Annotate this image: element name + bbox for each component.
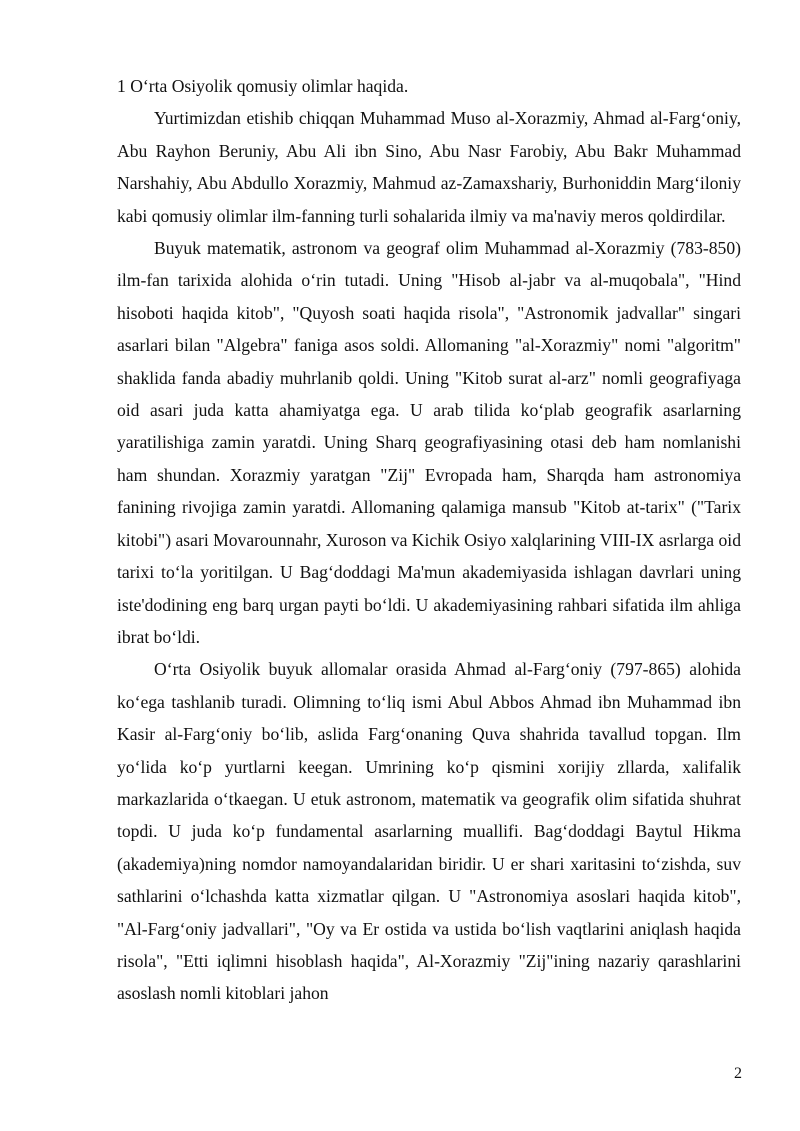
document-page xyxy=(117,70,741,1010)
paragraph-scholars-list: Yurtimizdan etishib chiqqan Muhammad Muso al-Xorazmiy, Ahmad al-Farg‘oniy, Abu Rayhon Beruniy, Abu Ali ibn Sino, Abu Nasr Farobiy, Abu Bakr Muhammad Narshahiy, Abu Abdullo Xorazmiy, Mahmud az-Zamaxshariy, Burhoniddin Marg‘iloniy kabi qomusiy olimlar ilm-fanning turli sohalarida ilmiy va ma'naviy meros qoldirdilar. xyxy=(117,108,741,226)
page-number: 2 xyxy=(734,1065,742,1082)
paragraph-al-xorazmiy: Buyuk matematik, astronom va geograf olim Muhammad al-Xorazmiy (783-850) ilm-fan tarixida alohida o‘rin tutadi. Uning "Hisob al-jabr va al-muqobala", "Hind hisoboti haqida kitob", "Quyosh soati haqida risola", "Astronomik jadvallar" singari asarlari bilan "Algebra" faniga asos soldi. Allomaning "al-Xorazmiy" nomi "algoritm" shaklida fanda abadiy muhrlanib qoldi. Uning "Kitob surat al-arz" nomli geografiyaga oid asari juda katta ahamiyatga ega. U arab tilida ko‘plab geografik asarlarning yaratilishiga zamin yaratdi. Uning Sharq geografiyasining otasi deb ham nomlanishi ham shundan. Xorazmiy yaratgan "Zij" Evropada ham, Sharqda ham astronomiya fanining rivojiga zamin yaratdi. Allomaning qalamiga mansub "Kitob at-tarix" ("Tarix kitobi") asari Movarounnahr, Xuroson va Kichik Osiyo xalqlarining VIII-IX asrlarga oid tarixi to‘la yoritilgan. U Bag‘doddagi Ma'mun akademiyasida ishlagan davrlari uning iste'dodining eng barq urgan payti bo‘ldi. U akademiyasining rahbari sifatida ilm ahliga ibrat bo‘ldi. xyxy=(117,238,741,647)
section-heading: 1 O‘rta Osiyolik qomusiy olimlar haqida. xyxy=(117,76,409,96)
paragraph-al-fargoniy: O‘rta Osiyolik buyuk allomalar orasida Ahmad al-Farg‘oniy (797-865) alohida ko‘ega tashlanib turadi. Olimning to‘liq ismi Abul Abbos Ahmad ibn Muhammad ibn Kasir al-Farg‘oniy bo‘lib, aslida Farg‘onaning Quva shahrida tavallud topgan. Ilm yo‘lida ko‘p yurtlarni keegan. Umrining ko‘p qismini xorijiy zllarda, xalifalik markazlarida o‘tkaegan. U etuk astronom, matematik va geografik olim sifatida shuhrat topdi. U juda ko‘p fundamental asarlarning muallifi. Bag‘doddagi Baytul Hikma (akademiya)ning nomdor namoyandalaridan biridir. U er shari xaritasini to‘zishda, suv sathlarini o‘lchashda katta xizmatlar qilgan. U "Astronomiya asoslari haqida kitob", "Al-Farg‘oniy jadvallari", "Oy va Er ostida va ustida bo‘lish vaqtlarini aniqlash haqida risola", "Etti iqlimni hisoblash haqida", Al-Xorazmiy "Zij"ining nazariy qarashlarini asoslash nomli kitoblari jahon xyxy=(117,659,741,1004)
